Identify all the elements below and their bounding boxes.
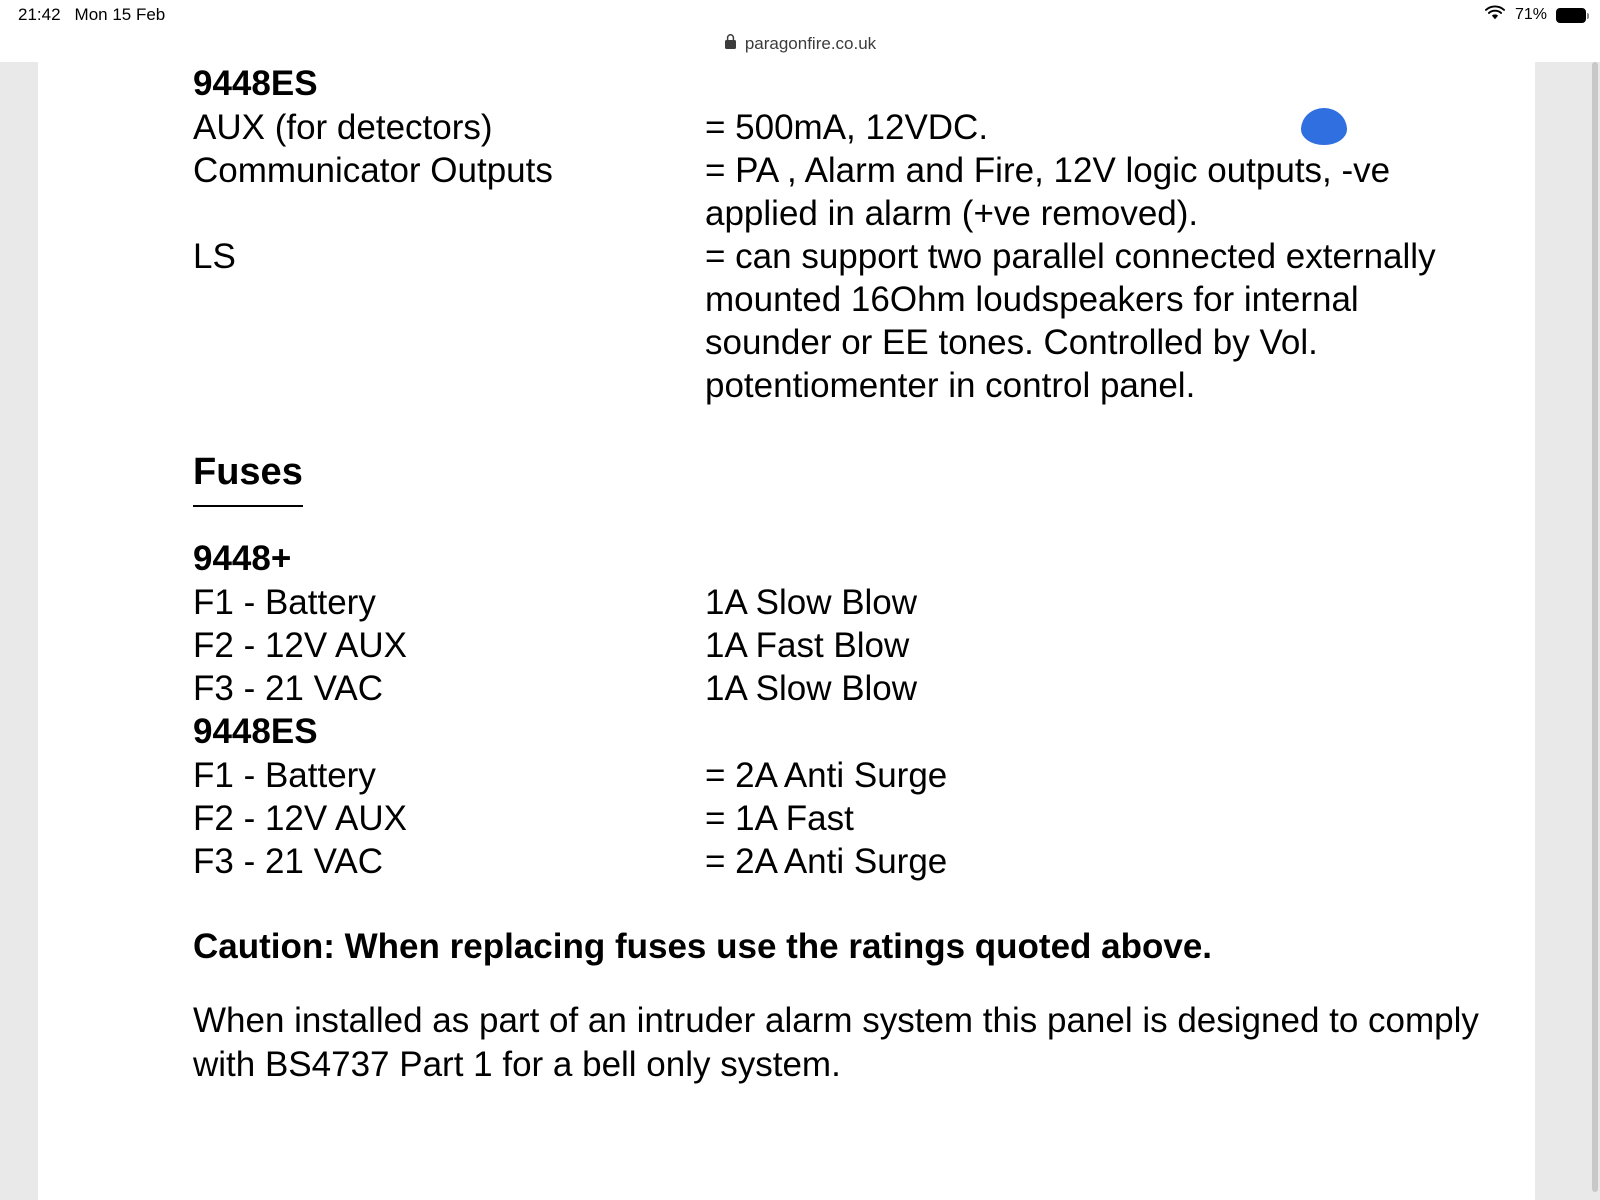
fuse-row bbox=[193, 581, 1483, 624]
fuse-row bbox=[193, 754, 1483, 797]
spec-value: = can support two parallel connected externally mounted 16Ohm loudspeakers for internal sounder or EE tones. Controlled by Vol. potentiomenter in control panel. bbox=[705, 237, 1436, 405]
spec-label: Communicator Outputs bbox=[193, 151, 553, 190]
fuse-row bbox=[193, 840, 1483, 883]
address-bar-inner[interactable] bbox=[724, 33, 876, 55]
fuse-value: = 2A Anti Surge bbox=[705, 756, 948, 795]
spec-model-heading: 9448ES bbox=[193, 64, 318, 103]
document-content bbox=[193, 62, 1483, 1087]
fuse-label: F2 - 12V AUX bbox=[193, 626, 407, 665]
spec-value: = PA , Alarm and Fire, 12V logic outputs, -ve applied in alarm (+ve removed). bbox=[705, 151, 1391, 233]
battery-percent-label: 71% bbox=[1514, 6, 1547, 23]
fuses-group-1-heading: 9448+ bbox=[193, 539, 292, 578]
fuse-label: F1 - Battery bbox=[193, 756, 376, 795]
fuse-label: F3 - 21 VAC bbox=[193, 669, 383, 708]
fuse-value: = 2A Anti Surge bbox=[705, 842, 948, 881]
fuse-row bbox=[193, 797, 1483, 840]
status-date: Mon 15 Feb bbox=[74, 5, 166, 24]
url-text[interactable]: paragonfire.co.uk bbox=[744, 34, 877, 53]
fuses-group-2-heading: 9448ES bbox=[193, 712, 318, 751]
fuse-value: 1A Fast Blow bbox=[705, 626, 910, 665]
status-bar-right bbox=[1484, 5, 1600, 26]
fuses-heading: Fuses bbox=[193, 449, 303, 507]
document-page bbox=[38, 62, 1535, 1200]
spec-row bbox=[193, 235, 1483, 407]
page-scrollbar[interactable] bbox=[1590, 62, 1600, 1200]
scrollbar-thumb[interactable] bbox=[1592, 62, 1598, 1192]
battery-icon bbox=[1556, 8, 1586, 23]
fuse-label: F1 - Battery bbox=[193, 583, 376, 622]
lock-icon bbox=[724, 33, 737, 55]
fuse-label: F3 - 21 VAC bbox=[193, 842, 383, 881]
spec-row bbox=[193, 106, 1483, 149]
fuse-value: = 1A Fast bbox=[705, 799, 854, 838]
fuse-row bbox=[193, 667, 1483, 710]
spec-value: = 500mA, 12VDC. bbox=[705, 108, 989, 147]
fuse-row bbox=[193, 624, 1483, 667]
spec-label: LS bbox=[193, 237, 236, 276]
spec-label: AUX (for detectors) bbox=[193, 108, 493, 147]
closing-paragraph: When installed as part of an intruder alarm system this panel is designed to comply with BS4737 Part 1 for a bell only system. bbox=[193, 1001, 1479, 1084]
page-viewport[interactable] bbox=[0, 62, 1600, 1200]
spec-row bbox=[193, 149, 1483, 235]
status-bar-left bbox=[0, 5, 165, 25]
fuse-value: 1A Slow Blow bbox=[705, 583, 918, 622]
wifi-icon bbox=[1484, 5, 1506, 26]
fuse-label: F2 - 12V AUX bbox=[193, 799, 407, 838]
fuse-value: 1A Slow Blow bbox=[705, 669, 918, 708]
caution-text: Caution: When replacing fuses use the ratings quoted above. bbox=[193, 927, 1213, 966]
status-time: 21:42 bbox=[18, 5, 61, 24]
browser-address-bar[interactable] bbox=[0, 26, 1600, 62]
fuses-section-heading-wrap bbox=[193, 449, 1483, 507]
